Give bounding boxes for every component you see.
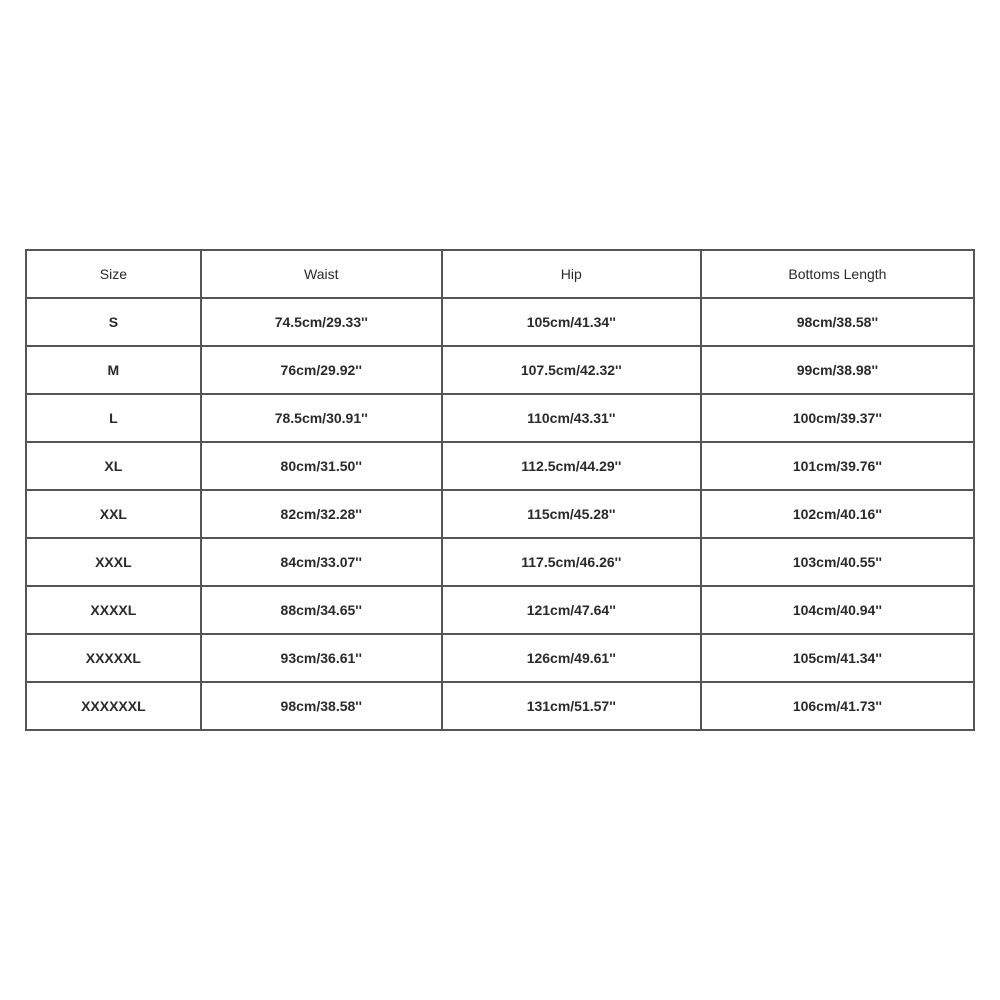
- cell-bottoms-length: 103cm/40.55'': [701, 538, 974, 586]
- cell-size: XL: [26, 442, 201, 490]
- header-hip: Hip: [442, 250, 701, 298]
- cell-hip: 105cm/41.34'': [442, 298, 701, 346]
- table-row: [26, 538, 974, 586]
- table-row: [26, 346, 974, 394]
- header-bottoms-length: Bottoms Length: [701, 250, 974, 298]
- cell-bottoms-length: 100cm/39.37'': [701, 394, 974, 442]
- table-row: [26, 586, 974, 634]
- cell-waist: 76cm/29.92'': [201, 346, 442, 394]
- cell-size: M: [26, 346, 201, 394]
- table-row: [26, 394, 974, 442]
- table-row: [26, 298, 974, 346]
- header-waist: Waist: [201, 250, 442, 298]
- table-row: [26, 634, 974, 682]
- cell-size: XXXXL: [26, 586, 201, 634]
- cell-waist: 78.5cm/30.91'': [201, 394, 442, 442]
- header-size: Size: [26, 250, 201, 298]
- table-row: [26, 442, 974, 490]
- cell-bottoms-length: 106cm/41.73'': [701, 682, 974, 730]
- cell-bottoms-length: 105cm/41.34'': [701, 634, 974, 682]
- cell-size: XXXXXL: [26, 634, 201, 682]
- cell-size: XXL: [26, 490, 201, 538]
- cell-bottoms-length: 99cm/38.98'': [701, 346, 974, 394]
- cell-waist: 84cm/33.07'': [201, 538, 442, 586]
- cell-hip: 117.5cm/46.26'': [442, 538, 701, 586]
- cell-bottoms-length: 104cm/40.94'': [701, 586, 974, 634]
- cell-waist: 98cm/38.58'': [201, 682, 442, 730]
- cell-hip: 110cm/43.31'': [442, 394, 701, 442]
- cell-hip: 131cm/51.57'': [442, 682, 701, 730]
- size-chart-table: [25, 249, 975, 731]
- cell-waist: 93cm/36.61'': [201, 634, 442, 682]
- cell-bottoms-length: 101cm/39.76'': [701, 442, 974, 490]
- cell-hip: 115cm/45.28'': [442, 490, 701, 538]
- cell-hip: 107.5cm/42.32'': [442, 346, 701, 394]
- cell-hip: 112.5cm/44.29'': [442, 442, 701, 490]
- cell-hip: 126cm/49.61'': [442, 634, 701, 682]
- cell-hip: 121cm/47.64'': [442, 586, 701, 634]
- cell-waist: 82cm/32.28'': [201, 490, 442, 538]
- cell-bottoms-length: 102cm/40.16'': [701, 490, 974, 538]
- table-header-row: [26, 250, 974, 298]
- table-row: [26, 490, 974, 538]
- cell-size: XXXXXXL: [26, 682, 201, 730]
- table-body: [26, 298, 974, 730]
- cell-waist: 74.5cm/29.33'': [201, 298, 442, 346]
- cell-size: S: [26, 298, 201, 346]
- cell-size: L: [26, 394, 201, 442]
- cell-size: XXXL: [26, 538, 201, 586]
- cell-waist: 88cm/34.65'': [201, 586, 442, 634]
- cell-waist: 80cm/31.50'': [201, 442, 442, 490]
- cell-bottoms-length: 98cm/38.58'': [701, 298, 974, 346]
- table-row: [26, 682, 974, 730]
